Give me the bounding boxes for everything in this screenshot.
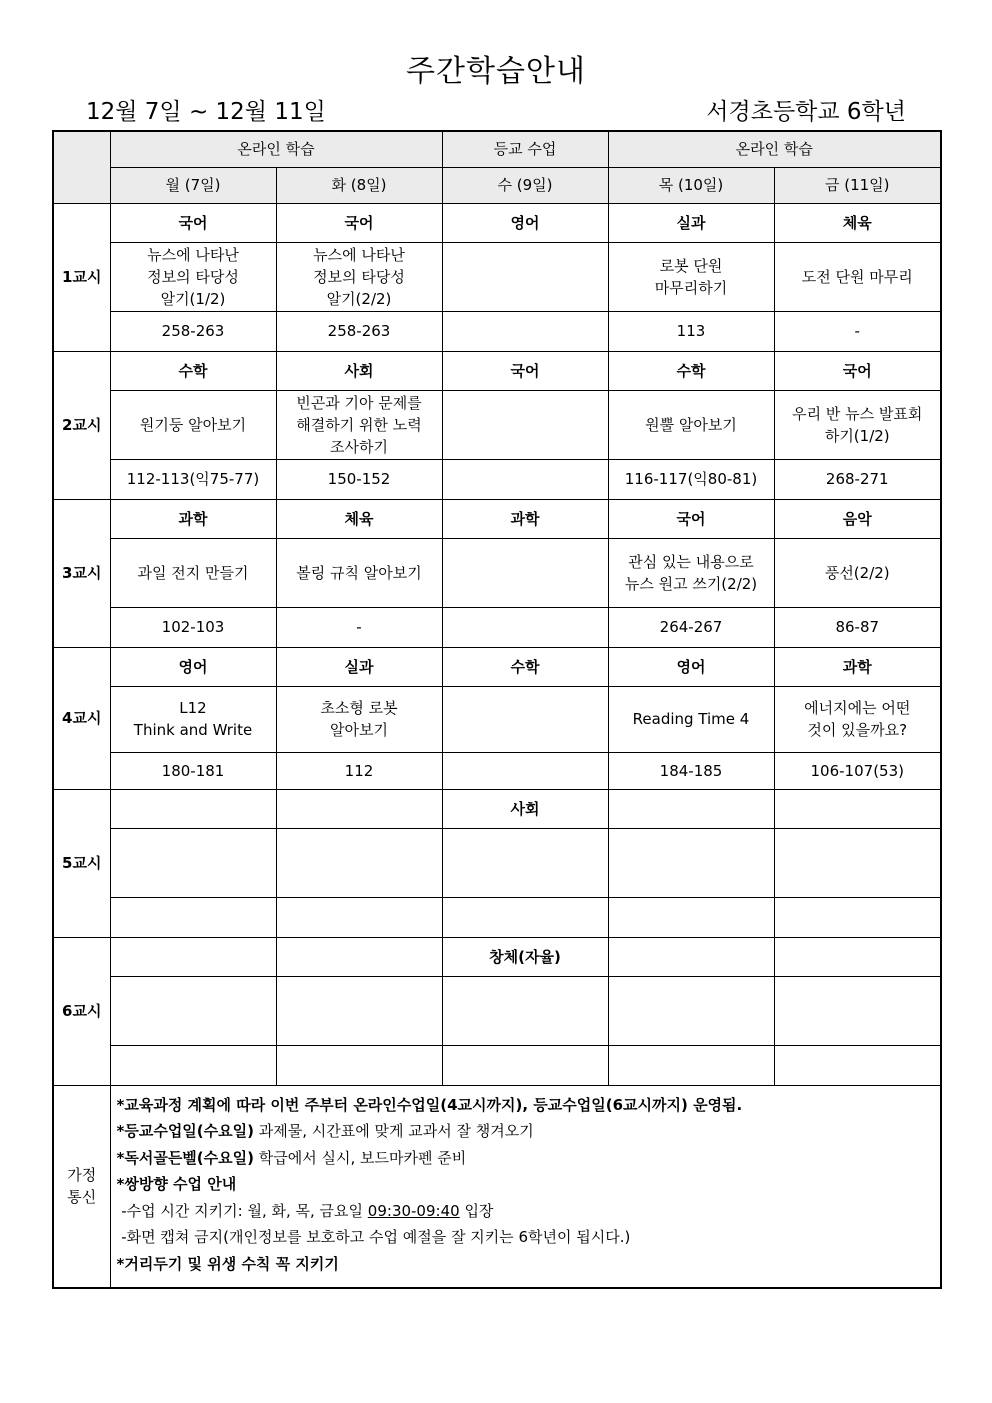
- page-range-cell: [442, 897, 608, 937]
- topic-line: 도전 단원 마무리: [801, 267, 913, 286]
- notice-line: [117, 1171, 935, 1198]
- topic-line: L12: [179, 699, 207, 717]
- topic-cell: [276, 390, 442, 459]
- topic-cell: [442, 686, 608, 752]
- date-range: 12월 7일 ~ 12월 11일: [86, 99, 326, 125]
- topic-cell: [110, 828, 276, 897]
- topic-cell: [276, 828, 442, 897]
- topic-cell: [774, 538, 941, 607]
- notice-text: *독서골든벨(수요일): [116, 1148, 254, 1167]
- subject-cell: 수학: [110, 351, 276, 390]
- notice-text: -수업 시간 지키기: 월, 화, 목, 금요일: [116, 1201, 368, 1220]
- subject-cell: 영어: [110, 647, 276, 686]
- topic-line: 알기(2/2): [326, 289, 392, 308]
- page-range-cell: [774, 1045, 941, 1085]
- day-fri: 금 (11일): [774, 167, 941, 203]
- topic-cell: [442, 390, 608, 459]
- period-label: 4교시: [53, 647, 110, 789]
- subject-cell: 실과: [608, 203, 774, 242]
- topic-line: 원기둥 알아보기: [139, 415, 247, 434]
- notice-content: [110, 1085, 941, 1288]
- topic-cell: [774, 686, 941, 752]
- notice-text: 과제물, 시간표에 맞게 교과서 잘 챙겨오기: [253, 1122, 534, 1140]
- page-range-cell: 258-263: [110, 311, 276, 351]
- topic-cell: [276, 976, 442, 1045]
- topic-cell: [608, 242, 774, 311]
- header-corner: [53, 131, 110, 203]
- page-range-cell: 180-181: [110, 752, 276, 789]
- day-wed: 수 (9일): [442, 167, 608, 203]
- topic-line: 로봇 단원: [659, 256, 723, 275]
- page-range-cell: [608, 1045, 774, 1085]
- page-range-cell: [276, 897, 442, 937]
- notice-text: *등교수업일(수요일): [116, 1122, 254, 1140]
- page-range-cell: [442, 1045, 608, 1085]
- page-range-cell: 112-113(익75-77): [110, 459, 276, 499]
- topic-cell: [608, 390, 774, 459]
- topic-line: 관심 있는 내용으로: [628, 552, 754, 571]
- subject-cell: 영어: [442, 203, 608, 242]
- subject-cell: 과학: [110, 499, 276, 538]
- topic-line: 마무리하기: [654, 278, 728, 297]
- topic-line: 뉴스에 나타난: [147, 245, 239, 264]
- page-range-cell: [442, 311, 608, 351]
- notice-line: [117, 1198, 935, 1225]
- page-range-cell: -: [276, 607, 442, 647]
- topic-line: 조사하기: [330, 437, 388, 456]
- page-range-cell: 150-152: [276, 459, 442, 499]
- page-title: 주간학습안내: [406, 54, 586, 89]
- subject-cell: 수학: [442, 647, 608, 686]
- subject-cell: 국어: [276, 203, 442, 242]
- topic-line: 원뿔 알아보기: [645, 415, 737, 434]
- subject-cell: 국어: [110, 203, 276, 242]
- period-label: 3교시: [53, 499, 110, 647]
- subject-cell: 사회: [442, 789, 608, 828]
- page-range-cell: [442, 607, 608, 647]
- subject-cell: 국어: [774, 351, 941, 390]
- notice-text: 학급에서 실시, 보드마카펜 준비: [253, 1148, 467, 1167]
- topic-cell: [608, 976, 774, 1045]
- page-range-cell: 102-103: [110, 607, 276, 647]
- subject-cell: 국어: [442, 351, 608, 390]
- notice-label-line: 통신: [67, 1188, 97, 1207]
- subject-cell: 과학: [774, 647, 941, 686]
- topic-line: 정보의 타당성: [313, 267, 405, 286]
- notice-line: [117, 1251, 935, 1278]
- topic-line: 볼링 규칙 알아보기: [296, 563, 422, 582]
- notice-text: 09:30-09:40: [367, 1201, 460, 1220]
- subject-cell: [608, 937, 774, 976]
- subject-cell: 사회: [276, 351, 442, 390]
- subject-cell: [774, 937, 941, 976]
- topic-line: 것이 있을까요?: [807, 721, 908, 739]
- topic-cell: [442, 538, 608, 607]
- notice-line: [117, 1092, 935, 1119]
- subject-cell: 창체(자율): [442, 937, 608, 976]
- page-range-cell: [608, 897, 774, 937]
- notice-text: *쌍방향 수업 안내: [116, 1175, 237, 1193]
- subject-cell: 과학: [442, 499, 608, 538]
- period-label: 5교시: [53, 789, 110, 937]
- topic-cell: [608, 686, 774, 752]
- topic-cell: [110, 242, 276, 311]
- topic-cell: [442, 828, 608, 897]
- period-label: 2교시: [53, 351, 110, 499]
- page-range-cell: 116-117(익80-81): [608, 459, 774, 499]
- topic-cell: [276, 538, 442, 607]
- day-tue: 화 (8일): [276, 167, 442, 203]
- page-range-cell: [110, 897, 276, 937]
- topic-cell: [774, 390, 941, 459]
- subject-cell: 체육: [276, 499, 442, 538]
- topic-cell: [110, 538, 276, 607]
- period-label: 1교시: [53, 203, 110, 351]
- notice-line: [117, 1224, 935, 1251]
- topic-line: 해결하기 위한 노력: [296, 415, 422, 434]
- page-range-cell: 86-87: [774, 607, 941, 647]
- topic-line: 뉴스에 나타난: [313, 245, 405, 264]
- topic-cell: [774, 976, 941, 1045]
- subject-cell: 영어: [608, 647, 774, 686]
- school-name: 서경초등학교 6학년: [706, 99, 906, 125]
- notice-line: [117, 1118, 935, 1145]
- topic-line: 초소형 로봇: [320, 699, 398, 717]
- subject-cell: [774, 789, 941, 828]
- page-range-cell: 258-263: [276, 311, 442, 351]
- weekly-schedule-table: [52, 130, 942, 1289]
- page-range-cell: [442, 459, 608, 499]
- topic-line: 과일 전지 만들기: [137, 563, 249, 582]
- day-mon: 월 (7일): [110, 167, 276, 203]
- topic-cell: [276, 686, 442, 752]
- mode-online-2: 온라인 학습: [608, 131, 941, 167]
- page-range-cell: 106-107(53): [774, 752, 941, 789]
- notice-text: *거리두기 및 위생 수칙 꼭 지키기: [116, 1254, 339, 1273]
- page-range-cell: [442, 752, 608, 789]
- page-range-cell: [774, 897, 941, 937]
- notice-label-line: 가정: [67, 1166, 97, 1185]
- subject-cell: [276, 789, 442, 828]
- topic-line: Think and Write: [133, 721, 253, 739]
- day-thu: 목 (10일): [608, 167, 774, 203]
- topic-cell: [608, 828, 774, 897]
- subject-cell: [276, 937, 442, 976]
- subject-cell: [110, 937, 276, 976]
- topic-cell: [110, 976, 276, 1045]
- topic-line: 에너지에는 어떤: [804, 699, 911, 717]
- notice-text: 입장: [459, 1201, 494, 1220]
- topic-line: 정보의 타당성: [147, 267, 239, 286]
- topic-cell: [774, 828, 941, 897]
- topic-line: Reading Time 4: [632, 710, 750, 728]
- subject-cell: 체육: [774, 203, 941, 242]
- mode-school: 등교 수업: [442, 131, 608, 167]
- notice-text: -화면 캡쳐 금지(개인정보를 보호하고 수업 예절을 잘 지키는 6학년이 됩시다.): [116, 1228, 631, 1246]
- topic-cell: [774, 242, 941, 311]
- page-range-cell: [110, 1045, 276, 1085]
- notice-line: [117, 1145, 935, 1172]
- topic-line: 풍선(2/2): [824, 563, 890, 582]
- subject-cell: 국어: [608, 499, 774, 538]
- page-range-cell: 112: [276, 752, 442, 789]
- subject-cell: [110, 789, 276, 828]
- topic-line: 뉴스 원고 쓰기(2/2): [624, 574, 758, 593]
- subject-cell: 수학: [608, 351, 774, 390]
- topic-line: 하기(1/2): [824, 426, 890, 445]
- subject-cell: 음악: [774, 499, 941, 538]
- page-range-cell: 113: [608, 311, 774, 351]
- subject-cell: 실과: [276, 647, 442, 686]
- page-range-cell: 184-185: [608, 752, 774, 789]
- notice-text: *교육과정 계획에 따라 이번 주부터 온라인수업일(4교시까지), 등교수업일(6교시까지) 운영됨.: [116, 1095, 743, 1114]
- page-range-cell: -: [774, 311, 941, 351]
- page-range-cell: 264-267: [608, 607, 774, 647]
- topic-line: 빈곤과 기아 문제를: [296, 393, 422, 412]
- page-range-cell: 268-271: [774, 459, 941, 499]
- notice-label: [53, 1085, 110, 1288]
- topic-cell: [608, 538, 774, 607]
- topic-line: 우리 반 뉴스 발표회: [792, 404, 923, 423]
- topic-line: 알아보기: [330, 721, 388, 739]
- page-range-cell: [276, 1045, 442, 1085]
- period-label: 6교시: [53, 937, 110, 1085]
- topic-cell: [110, 390, 276, 459]
- mode-online-1: 온라인 학습: [110, 131, 442, 167]
- topic-cell: [442, 242, 608, 311]
- topic-cell: [110, 686, 276, 752]
- topic-line: 알기(1/2): [160, 289, 226, 308]
- topic-cell: [276, 242, 442, 311]
- subject-cell: [608, 789, 774, 828]
- topic-cell: [442, 976, 608, 1045]
